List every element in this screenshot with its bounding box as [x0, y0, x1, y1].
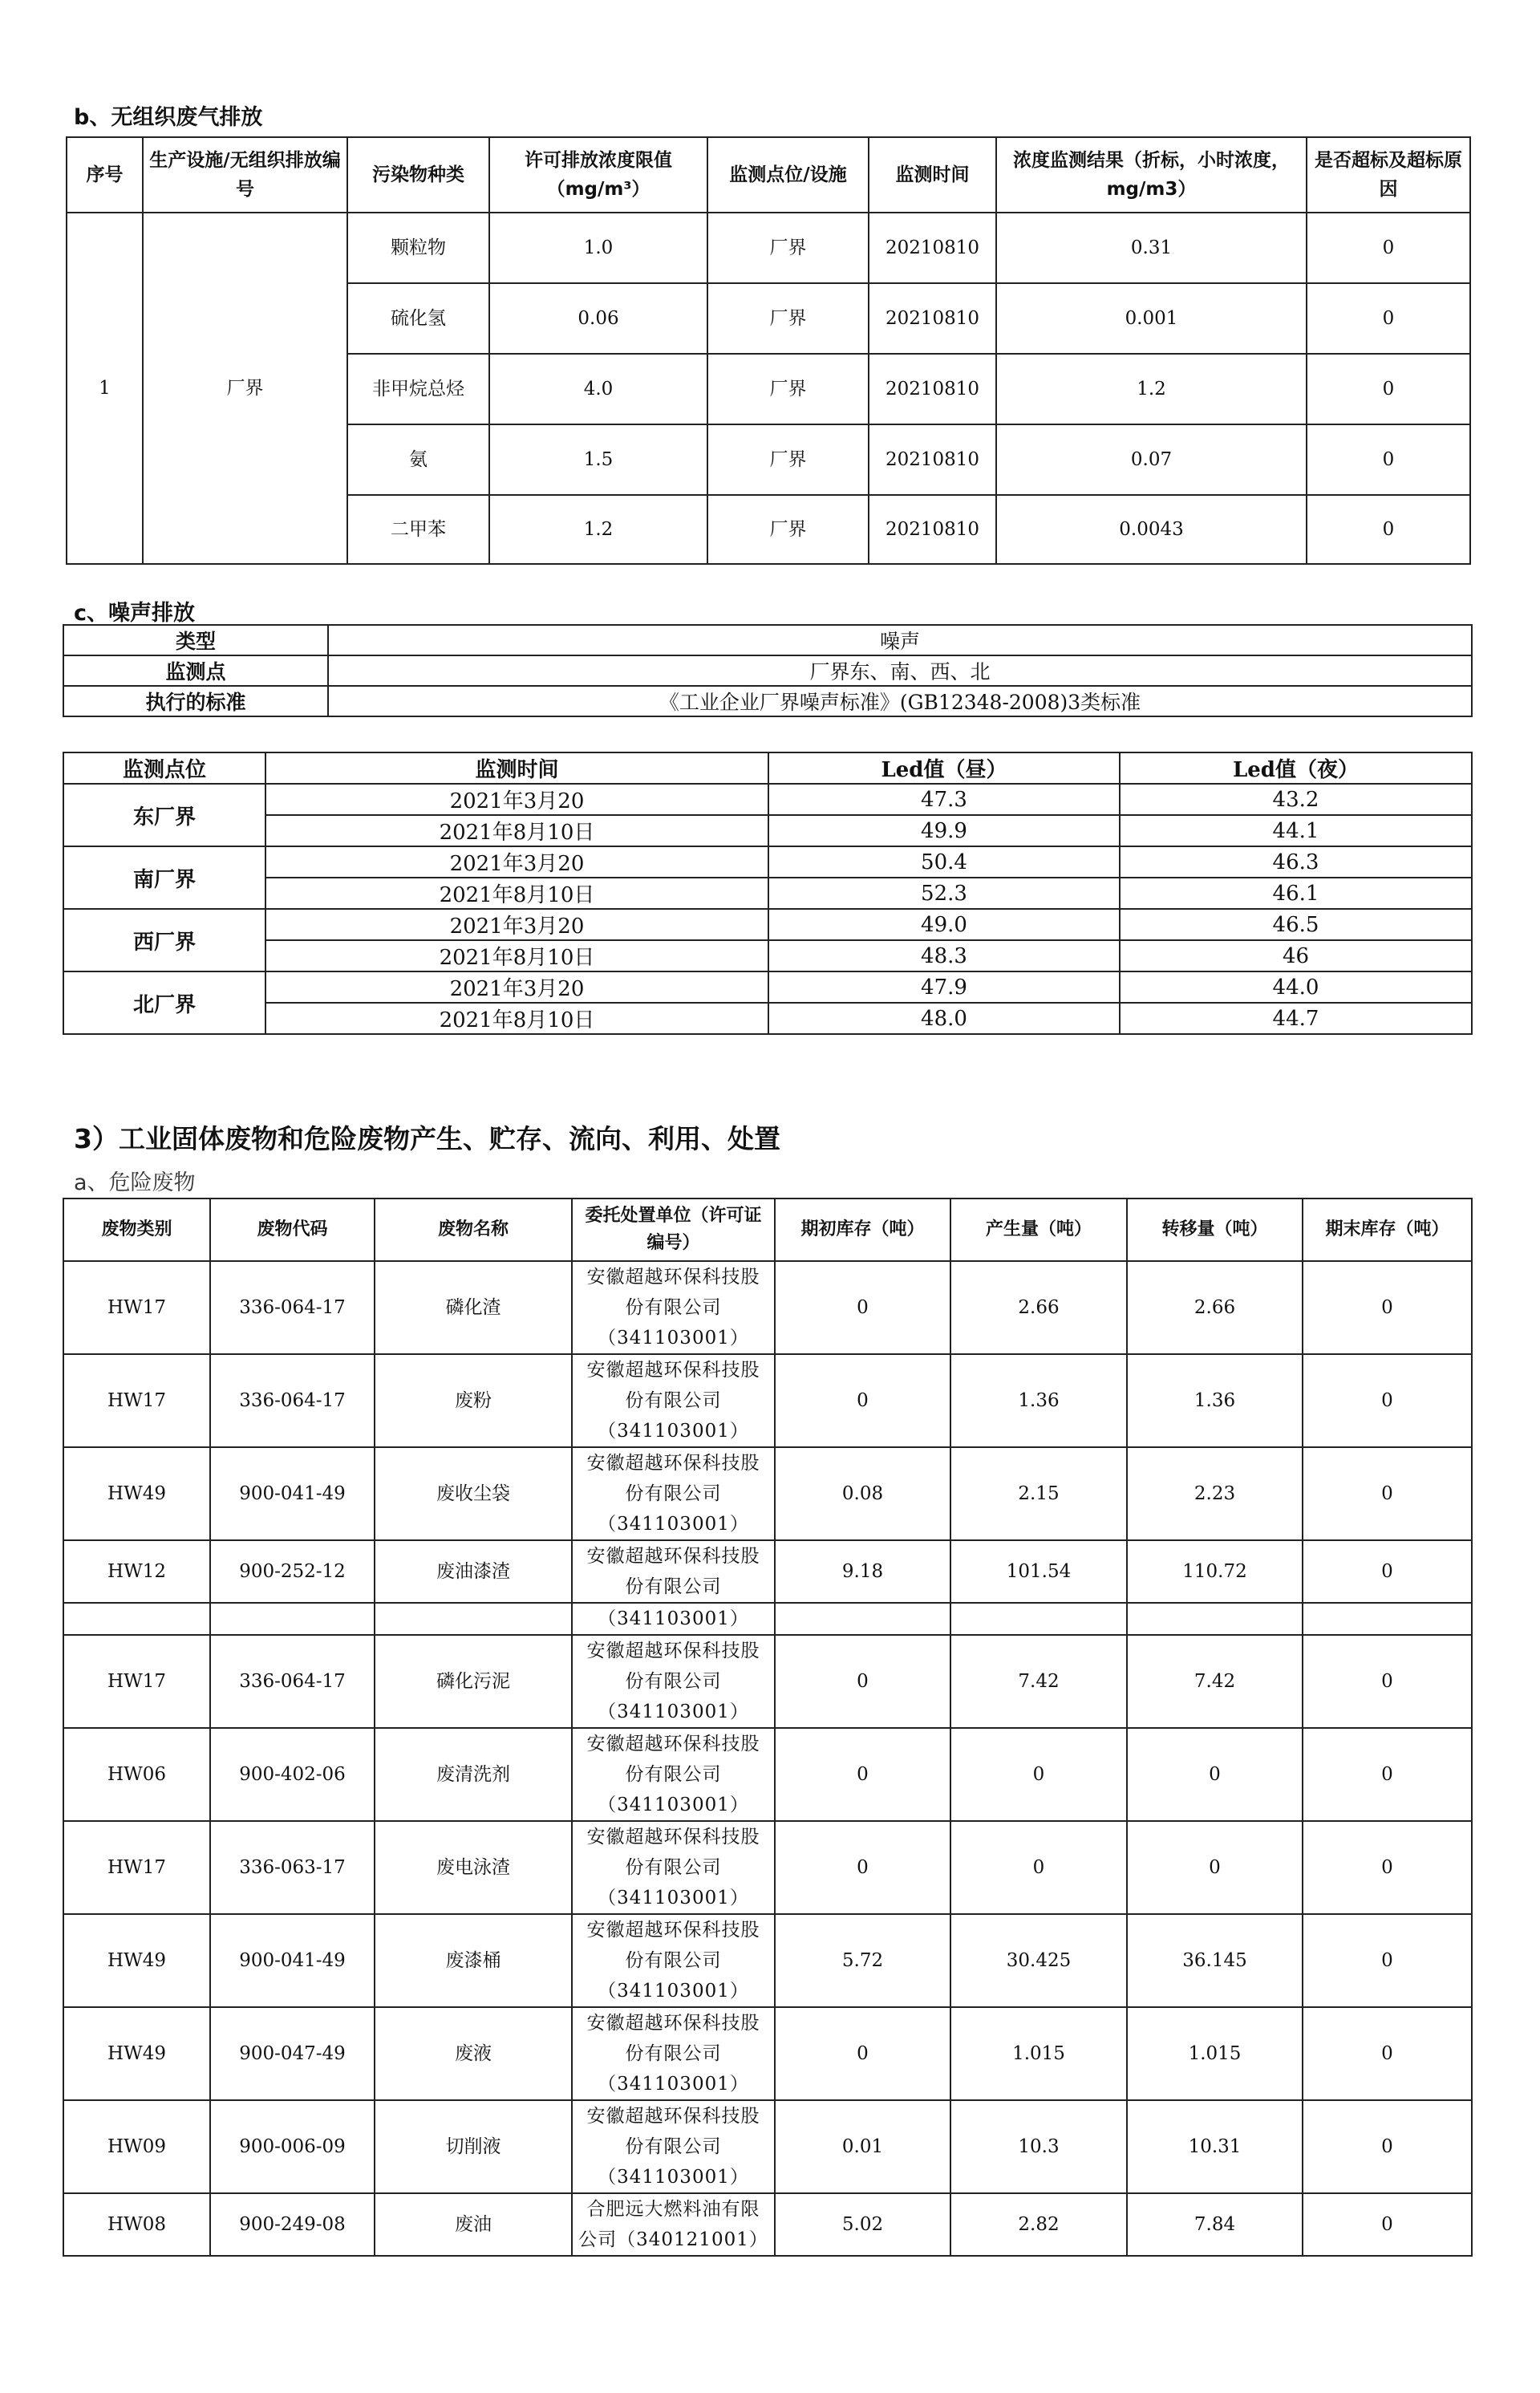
name-cell: 切削液 [375, 2100, 572, 2193]
limit-cell: 0.06 [489, 283, 707, 354]
generated-cell: 1.36 [950, 1354, 1127, 1447]
generated-cell: 101.54 [950, 1540, 1127, 1603]
night-cell: 44.0 [1120, 971, 1472, 1003]
time-cell: 20210810 [869, 213, 996, 283]
name-cell: 废油 [375, 2193, 572, 2256]
transferred-cell [1127, 1603, 1303, 1635]
transferred-cell: 1.015 [1127, 2007, 1303, 2100]
name-cell [375, 1603, 572, 1635]
info-label-standard: 执行的标准 [63, 686, 328, 716]
time-cell: 2021年3月20 [265, 971, 768, 1003]
facility-cell: 厂界 [143, 213, 347, 564]
header-limit: 许可排放浓度限值（mg/m³） [489, 137, 707, 213]
point-cell: 厂界 [707, 213, 869, 283]
code-cell: 900-006-09 [210, 2100, 375, 2193]
table-row [63, 1354, 1472, 1447]
limit-cell: 1.5 [489, 424, 707, 495]
info-value-standard: 《工业企业厂界噪声标准》(GB12348-2008)3类标准 [328, 686, 1472, 716]
category-cell [63, 1603, 210, 1635]
pollutant-cell: 二甲苯 [347, 495, 489, 564]
noise-info-table [63, 624, 1473, 717]
pollutant-cell: 硫化氢 [347, 283, 489, 354]
final-cell: 0 [1303, 2193, 1472, 2256]
header-facility: 生产设施/无组织排放编号 [143, 137, 347, 213]
category-cell: HW09 [63, 2100, 210, 2193]
final-cell: 0 [1303, 2100, 1472, 2193]
unit-cell: 合肥远大燃料油有限公司（340121001） [572, 2193, 775, 2256]
table-row [63, 1728, 1472, 1821]
table-row [63, 1635, 1472, 1728]
unit-cell: 安徽超越环保科技股份有限公司（341103001） [572, 2007, 775, 2100]
info-value-type: 噪声 [328, 625, 1472, 655]
point-west: 西厂界 [63, 909, 265, 971]
day-cell: 49.0 [768, 909, 1120, 940]
transferred-cell: 1.36 [1127, 1354, 1303, 1447]
category-cell: HW49 [63, 1914, 210, 2007]
category-cell: HW17 [63, 1354, 210, 1447]
hazardous-waste-table [63, 1198, 1473, 2257]
unit-cell: 安徽超越环保科技股份有限公司（341103001） [572, 1447, 775, 1540]
generated-cell: 2.82 [950, 2193, 1127, 2256]
table-row [67, 213, 1470, 283]
night-cell: 46.1 [1120, 878, 1472, 909]
final-cell: 0 [1303, 1354, 1472, 1447]
night-cell: 44.1 [1120, 815, 1472, 846]
final-cell: 0 [1303, 1261, 1472, 1354]
time-cell: 2021年3月20 [265, 909, 768, 940]
time-cell: 2021年8月10日 [265, 815, 768, 846]
unit-cell: 安徽超越环保科技股份有限公司（341103001） [572, 1354, 775, 1447]
code-cell: 900-041-49 [210, 1914, 375, 2007]
point-cell: 厂界 [707, 424, 869, 495]
header-led-day: Led值（昼） [768, 752, 1120, 784]
table-row [63, 971, 1472, 1003]
category-cell: HW06 [63, 1728, 210, 1821]
exceed-cell: 0 [1307, 495, 1470, 564]
table-row [63, 1603, 1472, 1635]
name-cell: 废清洗剂 [375, 1728, 572, 1821]
header-waste-category: 废物类别 [63, 1199, 210, 1261]
limit-cell: 1.2 [489, 495, 707, 564]
header-result: 浓度监测结果（折标，小时浓度，mg/m3） [996, 137, 1307, 213]
name-cell: 废收尘袋 [375, 1447, 572, 1540]
result-cell: 1.2 [996, 354, 1307, 424]
point-cell: 厂界 [707, 495, 869, 564]
category-cell: HW08 [63, 2193, 210, 2256]
limit-cell: 4.0 [489, 354, 707, 424]
night-cell: 46.5 [1120, 909, 1472, 940]
initial-cell: 0 [775, 1635, 950, 1728]
name-cell: 磷化渣 [375, 1261, 572, 1354]
final-cell [1303, 1603, 1472, 1635]
time-cell: 2021年8月10日 [265, 940, 768, 971]
exceed-cell: 0 [1307, 283, 1470, 354]
generated-cell: 2.15 [950, 1447, 1127, 1540]
code-cell: 900-402-06 [210, 1728, 375, 1821]
header-generated: 产生量（吨） [950, 1199, 1127, 1261]
info-label-point: 监测点 [63, 655, 328, 686]
transferred-cell: 7.84 [1127, 2193, 1303, 2256]
info-label-type: 类型 [63, 625, 328, 655]
name-cell: 废粉 [375, 1354, 572, 1447]
generated-cell: 0 [950, 1728, 1127, 1821]
transferred-cell: 10.31 [1127, 2100, 1303, 2193]
category-cell: HW12 [63, 1540, 210, 1603]
day-cell: 49.9 [768, 815, 1120, 846]
category-cell: HW49 [63, 1447, 210, 1540]
final-cell: 0 [1303, 1821, 1472, 1914]
code-cell: 900-041-49 [210, 1447, 375, 1540]
category-cell: HW17 [63, 1261, 210, 1354]
generated-cell: 7.42 [950, 1635, 1127, 1728]
code-cell: 900-047-49 [210, 2007, 375, 2100]
header-initial-stock: 期初库存（吨） [775, 1199, 950, 1261]
table-row [63, 784, 1472, 815]
final-cell: 0 [1303, 2007, 1472, 2100]
header-led-night: Led值（夜） [1120, 752, 1472, 784]
noise-results-table [63, 752, 1473, 1035]
header-exceed: 是否超标及超标原因 [1307, 137, 1470, 213]
category-cell: HW17 [63, 1821, 210, 1914]
initial-cell: 0.01 [775, 2100, 950, 2193]
table-row [63, 940, 1472, 971]
header-point: 监测点位/设施 [707, 137, 869, 213]
header-transferred: 转移量（吨） [1127, 1199, 1303, 1261]
limit-cell: 1.0 [489, 213, 707, 283]
category-cell: HW49 [63, 2007, 210, 2100]
night-cell: 46.3 [1120, 846, 1472, 878]
day-cell: 48.0 [768, 1003, 1120, 1034]
name-cell: 废电泳渣 [375, 1821, 572, 1914]
header-time: 监测时间 [869, 137, 996, 213]
seq-cell: 1 [67, 213, 143, 564]
generated-cell: 1.015 [950, 2007, 1127, 2100]
initial-cell [775, 1603, 950, 1635]
initial-cell: 0 [775, 1821, 950, 1914]
header-monitor-point: 监测点位 [63, 752, 265, 784]
transferred-cell: 7.42 [1127, 1635, 1303, 1728]
day-cell: 47.9 [768, 971, 1120, 1003]
generated-cell: 30.425 [950, 1914, 1127, 2007]
code-cell: 336-064-17 [210, 1261, 375, 1354]
table-row [63, 878, 1472, 909]
point-cell: 厂界 [707, 354, 869, 424]
section-3-subtitle: a、危险废物 [74, 1170, 196, 1195]
unit-cell: 安徽超越环保科技股份有限公司（341103001） [572, 1914, 775, 2007]
generated-cell: 0 [950, 1821, 1127, 1914]
pollutant-cell: 非甲烷总烃 [347, 354, 489, 424]
final-cell: 0 [1303, 1728, 1472, 1821]
time-cell: 2021年3月20 [265, 846, 768, 878]
header-monitor-time: 监测时间 [265, 752, 768, 784]
day-cell: 47.3 [768, 784, 1120, 815]
name-cell: 废油漆渣 [375, 1540, 572, 1603]
table-row [63, 2007, 1472, 2100]
code-cell: 336-064-17 [210, 1354, 375, 1447]
initial-cell: 0 [775, 1261, 950, 1354]
final-cell: 0 [1303, 1635, 1472, 1728]
generated-cell: 2.66 [950, 1261, 1127, 1354]
table-row [63, 655, 1472, 686]
section-3-title: 3）工业固体废物和危险废物产生、贮存、流向、利用、处置 [74, 1123, 780, 1154]
initial-cell: 0 [775, 1728, 950, 1821]
transferred-cell: 0 [1127, 1821, 1303, 1914]
fugitive-emission-table [66, 136, 1471, 565]
initial-cell: 5.02 [775, 2193, 950, 2256]
table-row [63, 1540, 1472, 1603]
result-cell: 0.07 [996, 424, 1307, 495]
initial-cell: 5.72 [775, 1914, 950, 2007]
table-row [63, 2100, 1472, 2193]
code-cell: 336-064-17 [210, 1635, 375, 1728]
final-cell: 0 [1303, 1540, 1472, 1603]
category-cell: HW17 [63, 1635, 210, 1728]
table-row [63, 815, 1472, 846]
name-cell: 磷化污泥 [375, 1635, 572, 1728]
time-cell: 20210810 [869, 283, 996, 354]
unit-cell: （341103001） [572, 1603, 775, 1635]
point-south: 南厂界 [63, 846, 265, 909]
exceed-cell: 0 [1307, 354, 1470, 424]
time-cell: 20210810 [869, 424, 996, 495]
time-cell: 2021年3月20 [265, 784, 768, 815]
unit-cell: 安徽超越环保科技股份有限公司（341103001） [572, 1821, 775, 1914]
point-east: 东厂界 [63, 784, 265, 846]
pollutant-cell: 氨 [347, 424, 489, 495]
transferred-cell: 2.23 [1127, 1447, 1303, 1540]
header-final-stock: 期末库存（吨） [1303, 1199, 1472, 1261]
night-cell: 46 [1120, 940, 1472, 971]
table-row [63, 625, 1472, 655]
night-cell: 43.2 [1120, 784, 1472, 815]
code-cell: 336-063-17 [210, 1821, 375, 1914]
exceed-cell: 0 [1307, 424, 1470, 495]
header-seq: 序号 [67, 137, 143, 213]
initial-cell: 0 [775, 1354, 950, 1447]
night-cell: 44.7 [1120, 1003, 1472, 1034]
unit-cell: 安徽超越环保科技股份有限公司 [572, 1540, 775, 1603]
info-value-point: 厂界东、南、西、北 [328, 655, 1472, 686]
table-row [63, 2193, 1472, 2256]
result-cell: 0.001 [996, 283, 1307, 354]
time-cell: 2021年8月10日 [265, 1003, 768, 1034]
code-cell [210, 1603, 375, 1635]
generated-cell [950, 1603, 1127, 1635]
transferred-cell: 0 [1127, 1728, 1303, 1821]
table-row [63, 909, 1472, 940]
header-waste-name: 废物名称 [375, 1199, 572, 1261]
unit-cell: 安徽超越环保科技股份有限公司（341103001） [572, 2100, 775, 2193]
initial-cell: 0.08 [775, 1447, 950, 1540]
final-cell: 0 [1303, 1447, 1472, 1540]
initial-cell: 9.18 [775, 1540, 950, 1603]
section-c-title: c、噪声排放 [74, 601, 196, 626]
table-row [63, 1003, 1472, 1034]
table-row [63, 1914, 1472, 2007]
day-cell: 52.3 [768, 878, 1120, 909]
code-cell: 900-252-12 [210, 1540, 375, 1603]
table-row [63, 1447, 1472, 1540]
result-cell: 0.0043 [996, 495, 1307, 564]
time-cell: 20210810 [869, 354, 996, 424]
table-row [63, 1261, 1472, 1354]
unit-cell: 安徽超越环保科技股份有限公司（341103001） [572, 1261, 775, 1354]
table-row [63, 686, 1472, 716]
pollutant-cell: 颗粒物 [347, 213, 489, 283]
initial-cell: 0 [775, 2007, 950, 2100]
day-cell: 48.3 [768, 940, 1120, 971]
transferred-cell: 110.72 [1127, 1540, 1303, 1603]
table-row [63, 1821, 1472, 1914]
header-disposal-unit: 委托处置单位（许可证编号） [572, 1199, 775, 1261]
header-waste-code: 废物代码 [210, 1199, 375, 1261]
day-cell: 50.4 [768, 846, 1120, 878]
time-cell: 2021年8月10日 [265, 878, 768, 909]
transferred-cell: 36.145 [1127, 1914, 1303, 2007]
unit-cell: 安徽超越环保科技股份有限公司（341103001） [572, 1728, 775, 1821]
time-cell: 20210810 [869, 495, 996, 564]
table-row [63, 846, 1472, 878]
generated-cell: 10.3 [950, 2100, 1127, 2193]
transferred-cell: 2.66 [1127, 1261, 1303, 1354]
final-cell: 0 [1303, 1914, 1472, 2007]
name-cell: 废漆桶 [375, 1914, 572, 2007]
exceed-cell: 0 [1307, 213, 1470, 283]
unit-cell: 安徽超越环保科技股份有限公司（341103001） [572, 1635, 775, 1728]
section-b-title: b、无组织废气排放 [74, 105, 263, 130]
header-pollutant: 污染物种类 [347, 137, 489, 213]
code-cell: 900-249-08 [210, 2193, 375, 2256]
result-cell: 0.31 [996, 213, 1307, 283]
point-north: 北厂界 [63, 971, 265, 1034]
name-cell: 废液 [375, 2007, 572, 2100]
point-cell: 厂界 [707, 283, 869, 354]
